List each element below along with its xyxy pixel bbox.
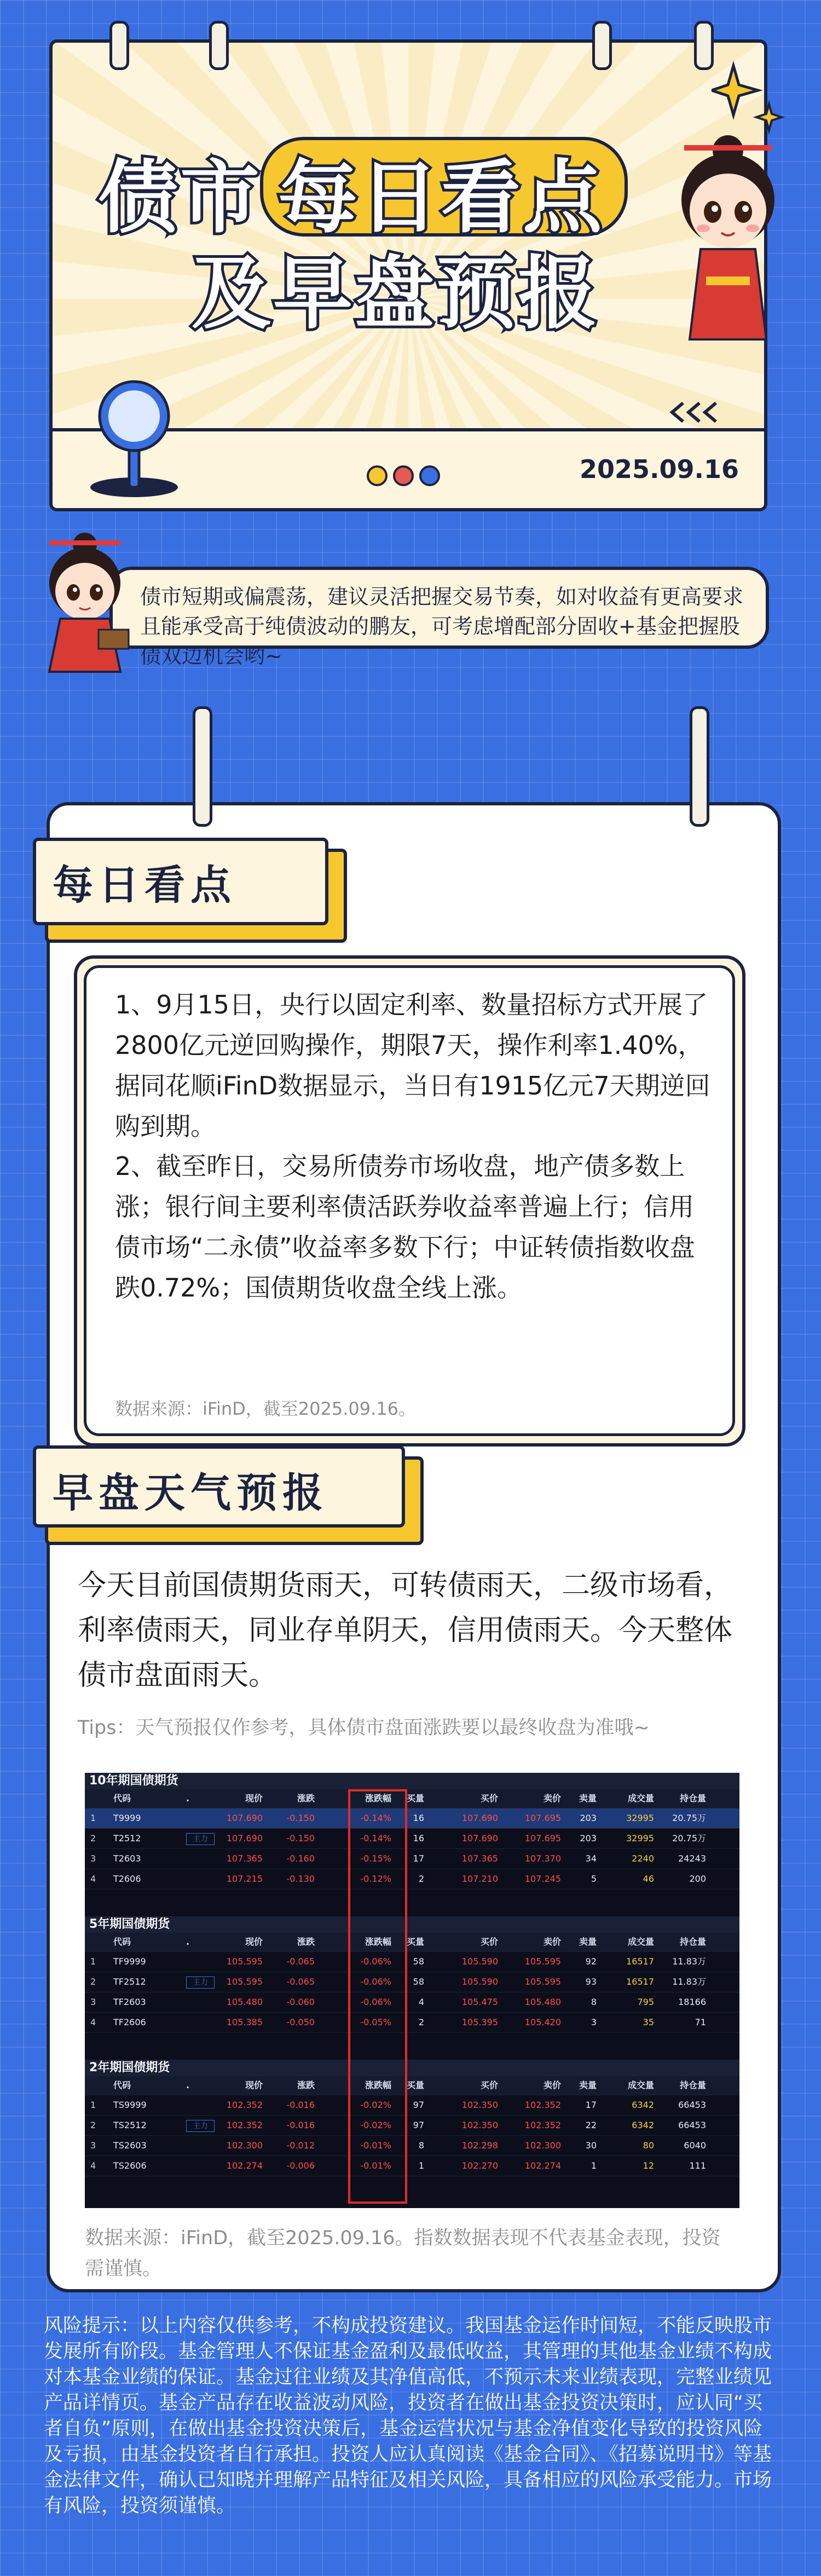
table-cell: -0.016 xyxy=(286,2120,315,2130)
table-header-cell: 卖量 xyxy=(579,1937,597,1947)
main-contract-tag: 主力 xyxy=(186,2120,215,2132)
table-cell: 12 xyxy=(643,2160,654,2171)
table-cell: 1 xyxy=(418,2160,424,2171)
table-cell: 93 xyxy=(585,1976,597,1987)
sparkle-icon xyxy=(712,60,788,137)
table-cell: 46 xyxy=(643,1874,654,1884)
table-cell: 17 xyxy=(585,2100,597,2110)
table-cell: 2240 xyxy=(632,1853,654,1864)
table-header-cell: 卖量 xyxy=(579,1793,597,1803)
table-cell: 107.695 xyxy=(524,1833,561,1843)
binder-ring xyxy=(690,706,709,827)
table-cell: 18166 xyxy=(678,1997,706,2007)
table-header-cell: 卖价 xyxy=(543,1937,561,1947)
table-cell: 102.274 xyxy=(226,2160,263,2171)
table-header-cell: . xyxy=(186,1937,190,1947)
deco-dot xyxy=(419,465,440,486)
table-cell: TS2512 xyxy=(113,2120,147,2130)
table-header-cell: 买价 xyxy=(480,1937,498,1947)
chevrons-icon xyxy=(667,399,732,426)
table-row[interactable] xyxy=(85,1849,739,1869)
table-cell: 102.352 xyxy=(524,2100,561,2110)
table-cell: 3 xyxy=(90,1997,96,2007)
table-cell: -0.14% xyxy=(360,1833,391,1843)
table-cell: 16517 xyxy=(626,1976,654,1987)
table-cell: 107.365 xyxy=(461,1853,498,1864)
table-cell: T2606 xyxy=(113,1874,141,1884)
table-header-cell: 持仓量 xyxy=(679,1793,706,1803)
page-title-line2: 及早盘预报 xyxy=(192,247,599,340)
table-source: 数据来源：iFinD，截至2025.09.16。指数数据表现不代表基金表现，投资需谨慎。 xyxy=(85,2227,721,2280)
table-cell: TS2603 xyxy=(113,2140,147,2151)
table-cell: 20.75万 xyxy=(672,1833,706,1843)
girl-mascot-icon xyxy=(673,129,783,348)
table-cell: 30 xyxy=(585,2140,597,2151)
table-header-cell: . xyxy=(186,2080,190,2090)
table-cell: 8 xyxy=(418,2140,424,2151)
table-cell: 2 xyxy=(418,2017,424,2027)
table-cell: -0.05% xyxy=(360,2017,391,2027)
futures-table xyxy=(85,1773,739,2208)
table-cell: 102.352 xyxy=(524,2120,561,2130)
table-cell: -0.130 xyxy=(286,1874,315,1884)
table-section-title: 10年期国债期货 xyxy=(85,1773,739,1789)
daily-box xyxy=(84,965,735,1436)
table-cell: 32995 xyxy=(626,1813,654,1823)
table-header-row xyxy=(85,1789,739,1808)
table-cell: 105.395 xyxy=(461,2017,498,2027)
table-header-cell: 买量 xyxy=(406,1793,424,1803)
table-cell: 107.690 xyxy=(461,1813,498,1823)
table-cell: 97 xyxy=(413,2120,424,2130)
table-cell: -0.14% xyxy=(360,1813,391,1823)
table-header-cell: 现价 xyxy=(245,2080,263,2090)
table-cell: 16 xyxy=(413,1833,424,1843)
table-cell: 111 xyxy=(689,2160,706,2171)
table-cell: 2 xyxy=(90,1833,96,1843)
table-cell: 22 xyxy=(585,2120,597,2130)
intro-bubble: 债市短期或偏震荡，建议灵活把握交易节奏，如对收益有更高要求且能承受高于纯债波动的鹏友，可考虑增配部分固收+基金把握股债双边机会哟~ xyxy=(109,567,769,649)
daily-item-1: 1、9月15日，央行以固定利率、数量招标方式开展了2800亿元逆回购操作，期限7天，操作利率1.40%，据同花顺iFinD数据显示，当日有1915亿元7天期逆回购到期。 xyxy=(115,990,710,1141)
table-cell: -0.065 xyxy=(286,1956,315,1967)
table-cell: 102.270 xyxy=(461,2160,498,2171)
table-cell: -0.065 xyxy=(286,1976,315,1987)
table-cell: 6342 xyxy=(632,2100,654,2110)
table-cell: 107.695 xyxy=(524,1813,561,1823)
table-section xyxy=(85,1773,739,1889)
table-cell: 105.420 xyxy=(524,2017,561,2027)
table-cell: 203 xyxy=(580,1813,597,1823)
daily-item-2: 2、截至昨日，交易所债券市场收盘，地产债多数上涨；银行间主要利率债活跃券收益率普遍上行；信用债市场“二永债”收益率多数下行；中证转债指数收盘跌0.72%；国债期货收盘全线上涨。 xyxy=(115,1151,695,1303)
table-header-cell: 现价 xyxy=(245,1793,263,1803)
table-cell: 97 xyxy=(413,2100,424,2110)
table-cell: 8 xyxy=(591,1997,597,2007)
table-cell: 107.370 xyxy=(524,1853,561,1864)
table-cell: -0.01% xyxy=(360,2140,391,2151)
table-cell: 105.480 xyxy=(226,1997,263,2007)
table-cell: 107.690 xyxy=(226,1813,263,1823)
table-cell: -0.06% xyxy=(360,1997,391,2007)
table-cell: -0.150 xyxy=(286,1833,315,1843)
table-cell: TF2603 xyxy=(113,1997,146,2007)
table-cell: TF2606 xyxy=(113,2017,146,2027)
table-cell: -0.060 xyxy=(286,1997,315,2007)
deco-dot xyxy=(367,465,388,486)
table-row[interactable] xyxy=(85,1869,739,1889)
table-cell: 6342 xyxy=(632,2120,654,2130)
table-header-cell: 涨跌幅 xyxy=(365,1793,391,1803)
table-row[interactable] xyxy=(85,2095,739,2116)
table-cell: TS9999 xyxy=(113,2100,147,2110)
table-cell: 32995 xyxy=(626,1833,654,1843)
table-cell: -0.012 xyxy=(286,2140,315,2151)
table-row[interactable] xyxy=(85,1829,739,1849)
forecast-tips: Tips：天气预报仅作参考，具体债市盘面涨跌要以最终收盘为准哦~ xyxy=(78,1717,650,1739)
table-cell: 200 xyxy=(689,1874,706,1884)
table-cell: 105.480 xyxy=(524,1997,561,2007)
girl-mascot-icon xyxy=(33,528,137,673)
table-cell: 58 xyxy=(413,1976,424,1987)
table-cell: 2 xyxy=(90,2120,96,2130)
table-cell: -0.06% xyxy=(360,1956,391,1967)
table-cell: -0.006 xyxy=(286,2160,315,2171)
table-row[interactable] xyxy=(85,1808,739,1829)
table-cell: -0.150 xyxy=(286,1813,315,1823)
table-cell: -0.01% xyxy=(360,2160,391,2171)
table-cell: -0.160 xyxy=(286,1853,315,1864)
table-cell: 80 xyxy=(643,2140,654,2151)
table-cell: 4 xyxy=(90,1874,96,1884)
table-cell: 102.300 xyxy=(524,2140,561,2151)
binder-ring xyxy=(193,706,212,827)
table-cell: 92 xyxy=(585,1956,597,1967)
table-header-cell: 买量 xyxy=(406,2080,424,2090)
table-header-cell: 涨跌幅 xyxy=(365,2080,391,2090)
table-cell: 1 xyxy=(90,2100,96,2110)
magnifier-icon xyxy=(82,378,186,504)
table-header-cell: 买价 xyxy=(480,2080,498,2090)
table-cell: 3 xyxy=(591,2017,597,2027)
table-cell: -0.016 xyxy=(286,2100,315,2110)
table-header-cell: 卖价 xyxy=(543,1793,561,1803)
table-cell: 2 xyxy=(90,1976,96,1987)
table-cell: T2603 xyxy=(113,1853,141,1864)
table-cell: 11.83万 xyxy=(672,1976,706,1987)
table-cell: 20.75万 xyxy=(672,1813,706,1823)
table-cell: 102.350 xyxy=(461,2100,498,2110)
table-header-cell: 代码 xyxy=(113,2080,131,2090)
table-cell: -0.02% xyxy=(360,2100,391,2110)
table-header-cell: 涨跌 xyxy=(297,1937,315,1947)
table-cell: 107.690 xyxy=(461,1833,498,1843)
table-section-title: 5年期国债期货 xyxy=(85,1916,739,1933)
main-contract-tag: 主力 xyxy=(186,1833,215,1845)
table-section xyxy=(85,1916,739,2033)
table-header-cell: . xyxy=(186,1793,190,1803)
table-cell: T9999 xyxy=(113,1813,141,1823)
table-cell: -0.15% xyxy=(360,1853,391,1864)
table-cell: 102.274 xyxy=(524,2160,561,2171)
table-row[interactable] xyxy=(85,1952,739,1972)
change-pct-highlight xyxy=(348,1789,407,2204)
table-cell: 5 xyxy=(591,1874,597,1884)
table-header-cell: 现价 xyxy=(245,1937,263,1947)
table-header-cell: 成交量 xyxy=(627,1793,654,1803)
deco-dot xyxy=(393,465,414,486)
table-cell: 102.300 xyxy=(226,2140,263,2151)
table-cell: 105.385 xyxy=(226,2017,263,2027)
table-cell: 102.350 xyxy=(461,2120,498,2130)
table-cell: 107.215 xyxy=(226,1874,263,1884)
table-cell: 66453 xyxy=(678,2120,706,2130)
table-header-cell: 买价 xyxy=(480,1793,498,1803)
table-row[interactable] xyxy=(85,2116,739,2136)
table-row[interactable] xyxy=(85,2156,739,2176)
table-cell: 105.595 xyxy=(524,1956,561,1967)
table-cell: 3 xyxy=(90,2140,96,2151)
table-row[interactable] xyxy=(85,2136,739,2156)
table-cell: -0.06% xyxy=(360,1976,391,1987)
table-cell: 71 xyxy=(695,2017,706,2027)
table-cell: 11.83万 xyxy=(672,1956,706,1967)
binder-ring xyxy=(592,21,612,70)
table-cell: 1 xyxy=(90,1956,96,1967)
table-cell: 102.298 xyxy=(461,2140,498,2151)
table-row[interactable] xyxy=(85,2013,739,2033)
table-cell: 4 xyxy=(418,1997,424,2007)
binder-ring xyxy=(209,21,229,70)
table-cell: 35 xyxy=(643,2017,654,2027)
forecast-section-label: 早盘天气预报 xyxy=(33,1445,405,1528)
table-cell: TF9999 xyxy=(113,1956,146,1967)
table-header-cell: 成交量 xyxy=(627,1937,654,1947)
table-cell: 66453 xyxy=(678,2100,706,2110)
table-header-cell: 成交量 xyxy=(627,2080,654,2090)
main-contract-tag: 主力 xyxy=(186,1976,215,1989)
table-cell: 58 xyxy=(413,1956,424,1967)
daily-section-label: 每日看点 xyxy=(33,838,328,925)
table-row[interactable] xyxy=(85,1992,739,2013)
table-header-cell: 代码 xyxy=(113,1937,131,1947)
table-cell: 102.352 xyxy=(226,2120,263,2130)
table-section-title: 2年期国债期货 xyxy=(85,2060,739,2076)
table-cell: 16517 xyxy=(626,1956,654,1967)
table-cell: 3 xyxy=(90,1853,96,1864)
table-cell: TS2606 xyxy=(113,2160,147,2171)
page-title-line1: 债市 每日看点 xyxy=(99,152,604,244)
table-cell: 107.365 xyxy=(226,1853,263,1864)
table-cell: 107.245 xyxy=(524,1874,561,1884)
table-cell: 105.590 xyxy=(461,1976,498,1987)
table-cell: 4 xyxy=(90,2017,96,2027)
table-header-cell: 买量 xyxy=(406,1937,424,1947)
table-cell: 105.475 xyxy=(461,1997,498,2007)
table-cell: -0.12% xyxy=(360,1874,391,1884)
table-cell: 105.590 xyxy=(461,1956,498,1967)
table-header-cell: 卖量 xyxy=(579,2080,597,2090)
table-section xyxy=(85,2060,739,2176)
table-cell: 1 xyxy=(90,1813,96,1823)
table-cell: 4 xyxy=(90,2160,96,2171)
table-header-cell: 涨跌 xyxy=(297,2080,315,2090)
table-cell: 16 xyxy=(413,1813,424,1823)
table-cell: 17 xyxy=(413,1853,424,1864)
table-cell: -0.050 xyxy=(286,2017,315,2027)
table-cell: 6040 xyxy=(684,2140,706,2151)
table-cell: 105.595 xyxy=(524,1976,561,1987)
binder-ring xyxy=(109,21,129,70)
table-header-cell: 代码 xyxy=(113,1793,131,1803)
forecast-text: 今天目前国债期货雨天，可转债雨天，二级市场看，利率债雨天，同业存单阴天，信用债雨天。今天整体债市盘面雨天。 xyxy=(78,1569,733,1692)
table-header-cell: 持仓量 xyxy=(679,2080,706,2090)
table-header-cell: 卖价 xyxy=(543,2080,561,2090)
table-row[interactable] xyxy=(85,1972,739,1992)
date-label: 2025.09.16 xyxy=(579,454,739,484)
table-cell: 107.210 xyxy=(461,1874,498,1884)
table-cell: -0.02% xyxy=(360,2120,391,2130)
table-header-row xyxy=(85,1933,739,1952)
table-header-cell: 涨跌幅 xyxy=(365,1937,391,1947)
binder-ring xyxy=(694,21,714,70)
table-cell: 203 xyxy=(580,1833,597,1843)
table-header-cell: 持仓量 xyxy=(679,1937,706,1947)
table-cell: 105.595 xyxy=(226,1976,263,1987)
daily-source: 数据来源：iFinD，截至2025.09.16。 xyxy=(115,1398,417,1419)
table-cell: 2 xyxy=(418,1874,424,1884)
table-cell: 1 xyxy=(591,2160,597,2171)
table-cell: 795 xyxy=(637,1997,654,2007)
table-cell: 107.690 xyxy=(226,1833,263,1843)
table-cell: 105.595 xyxy=(226,1956,263,1967)
risk-disclaimer: 风险提示：以上内容仅供参考，不构成投资建议。我国基金运作时间短，不能反映股市发展所有阶段。基金管理人不保证基金盈利及最低收益，其管理的其他基金业绩不构成对本基金业绩的保证。基金过往业绩及其净值高低，不预示未来业绩表现，完整业绩见产品详情页。基金产品存在收益波动风险，投资者在做出基金投资决策时，应认同“买者自负”原则，在做出基金投资决策后，基金运营状况与基金净值变化导致的投资风险及亏损，由基金投资者自行承担。投资人应认真阅读《基金合同》、《招募说明书》等基金法律文件，确认已知晓并理解产品特征及相关风险，具备相应的风险承受能力。市场有风险，投资须谨慎。 xyxy=(44,2315,772,2517)
table-cell: 24243 xyxy=(678,1853,706,1864)
table-cell: TF2512 xyxy=(113,1976,146,1987)
table-cell: 34 xyxy=(585,1853,597,1864)
table-cell: T2512 xyxy=(113,1833,141,1843)
table-header-cell: 涨跌 xyxy=(297,1793,315,1803)
table-header-row xyxy=(85,2076,739,2095)
table-cell: 102.352 xyxy=(226,2100,263,2110)
